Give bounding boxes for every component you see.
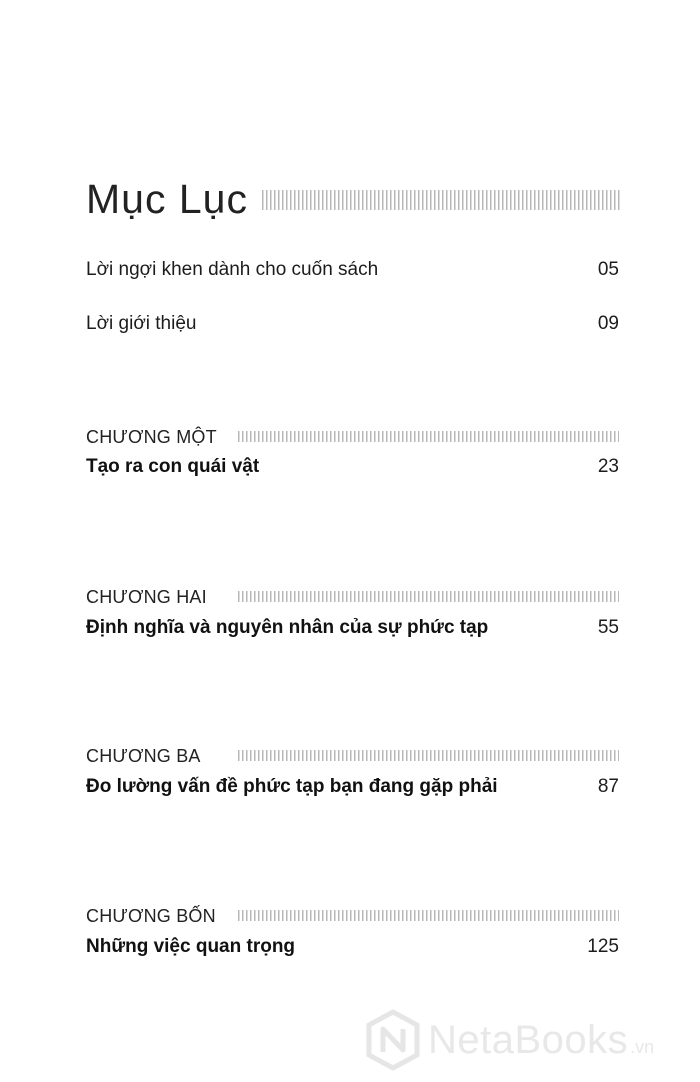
chapter-page: 87 xyxy=(597,776,619,797)
chapter-heading-4 xyxy=(86,905,619,927)
chapter-page: 55 xyxy=(597,617,619,638)
toc-entry-chapter-1[interactable] xyxy=(86,456,619,478)
chapter-title: Đo lường vấn đề phức tạp bạn đang gặp phải xyxy=(86,776,498,797)
netabooks-watermark xyxy=(364,1008,654,1072)
chapter-label: CHƯƠNG HAI xyxy=(86,586,207,607)
toc-entry-page: 09 xyxy=(597,313,619,334)
chapter-page: 125 xyxy=(587,936,619,957)
toc-entry-label: Lời ngợi khen dành cho cuốn sách xyxy=(86,259,379,280)
toc-entry-chapter-2[interactable] xyxy=(86,617,619,639)
netabooks-hexagon-n-icon xyxy=(364,1009,422,1071)
chapter-decorative-rule xyxy=(238,591,619,602)
chapter-label: CHƯƠNG BỐN xyxy=(86,905,216,926)
toc-entry-label: Lời giới thiệu xyxy=(86,313,197,334)
chapter-label: CHƯƠNG BA xyxy=(86,745,201,766)
toc-entry-chapter-3[interactable] xyxy=(86,776,619,798)
toc-entry-introduction[interactable] xyxy=(86,313,619,335)
chapter-label: CHƯƠNG MỘT xyxy=(86,426,217,447)
watermark-suffix: .vn xyxy=(630,1037,655,1057)
chapter-heading-1 xyxy=(86,426,619,448)
toc-entry-page: 05 xyxy=(597,259,619,280)
toc-entry-praise[interactable] xyxy=(86,259,619,281)
watermark-text: NetaBooks xyxy=(428,1017,629,1062)
chapter-page: 23 xyxy=(597,456,619,477)
toc-entry-chapter-4[interactable] xyxy=(86,936,619,958)
chapter-title: Những việc quan trọng xyxy=(86,936,296,957)
chapter-decorative-rule xyxy=(238,431,619,442)
chapter-decorative-rule xyxy=(238,910,619,921)
chapter-heading-2 xyxy=(86,586,619,608)
title-decorative-rule xyxy=(262,190,620,210)
chapter-decorative-rule xyxy=(238,750,619,761)
toc-title: Mục Lục xyxy=(86,176,248,222)
chapter-title: Định nghĩa và nguyên nhân của sự phức tạp xyxy=(86,617,489,638)
chapter-heading-3 xyxy=(86,745,619,767)
toc-header xyxy=(86,168,620,224)
chapter-title: Tạo ra con quái vật xyxy=(86,456,260,477)
